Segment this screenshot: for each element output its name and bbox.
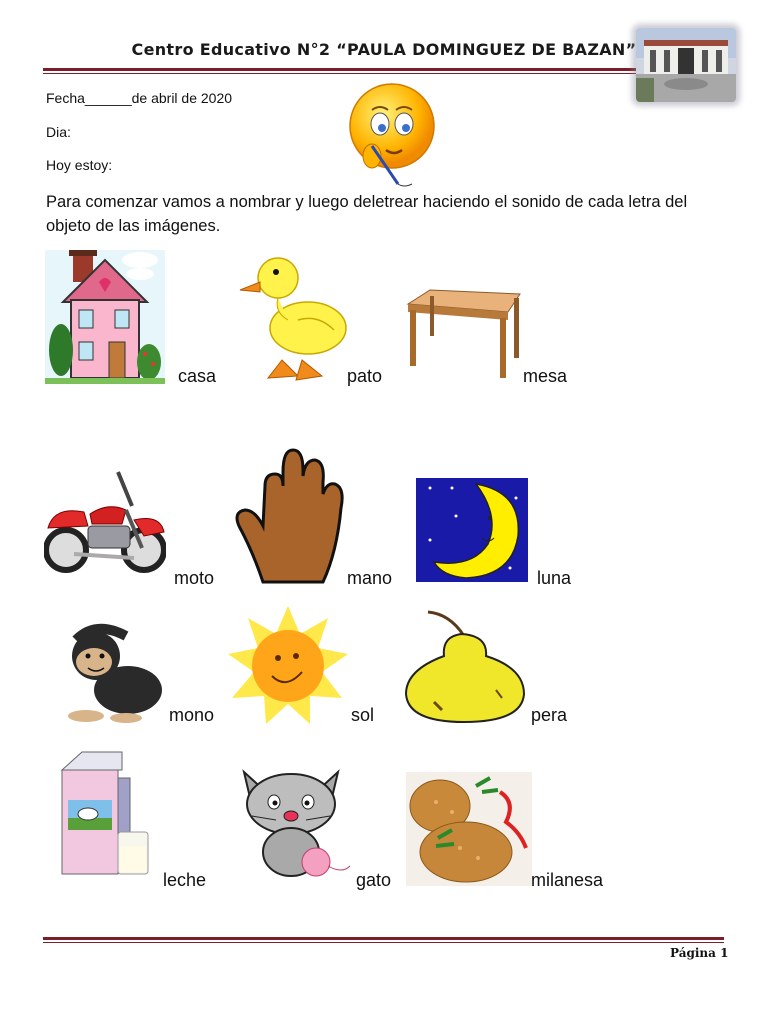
word-pera: pera [531,705,568,725]
pear-icon [402,606,528,724]
monkey-icon [46,620,166,724]
word-luna: luna [537,568,572,588]
word-mano: mano [347,568,393,588]
milanesa-icon [406,772,532,886]
word-mesa: mesa [523,366,568,386]
word-pato: pato [347,366,383,386]
duck-icon [238,248,350,384]
footer-rule [43,937,724,940]
sun-icon [226,606,350,724]
moon-icon [416,478,528,582]
house-icon [45,250,165,384]
table-icon [404,288,522,380]
footer-rule-thin [43,942,724,943]
header-rule-thin [43,73,641,74]
milk-carton-icon [52,748,152,878]
word-moto: moto [174,568,215,588]
word-mono: mono [169,705,215,725]
word-leche: leche [163,870,207,890]
date-line: Fecha______de abril de 2020 [46,90,233,106]
mood-line: Hoy estoy: [46,157,113,173]
page-header-title: Centro Educativo N°2 “PAULA DOMINGUEZ DE BAZAN” [131,40,637,59]
page-number: Página 1 [670,946,729,960]
word-sol: sol [351,705,375,725]
thinking-emoji-icon [342,80,442,190]
day-line: Dia: [46,124,71,140]
word-gato: gato [356,870,392,890]
cat-icon [232,766,350,880]
word-casa: casa [178,366,217,386]
motorcycle-icon [44,466,166,582]
word-milanesa: milanesa [531,870,604,890]
hand-icon [233,442,349,586]
instructions-text: Para comenzar vamos a nombrar y luego deletrear haciendo el sonido de cada letra del objeto de las imágenes. [46,193,688,235]
header-rule [43,68,641,71]
school-building-image [636,28,736,102]
